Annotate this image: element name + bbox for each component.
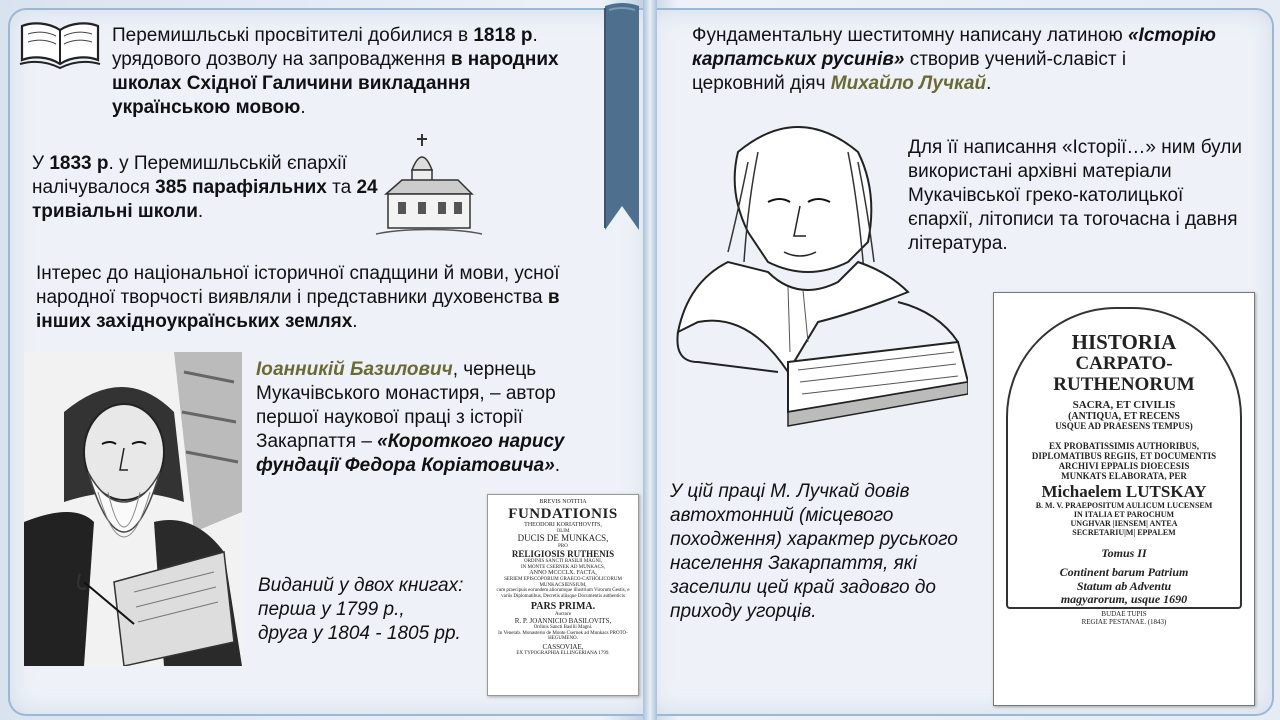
open-book-icon: [18, 18, 102, 70]
paragraph-sources: Для її написання «Історії…» ним були використані архівні матеріали Мукачівської греко-католицької єпархії, літописи та тогочасна і давня література.: [908, 137, 1242, 254]
paragraph-autochthonous: У цій праці М. Лучкай довів автохтонний (місцевого походження) характер руського населення Закарпаття, які заселили цей край задовго до приходу угорців.: [670, 481, 958, 622]
paragraph-history-carpathian: Фундаментальну шеститомну написану латиною «Історію карпатських русинів» створив учений-славіст і церковний діяч Михайло Лучкай.: [692, 25, 1216, 94]
bookmark-ribbon-icon: [603, 0, 641, 232]
paragraph-parishes-1833: У 1833 р. у Перемишльській єпархії налічувалося 385 парафіяльних та 24 тривіальні школи.: [32, 153, 378, 222]
fundationis-title-page-image: BREVIS NOTITIA FUNDATIONIS THEODORI KORIATHOVITS, OLIM DUCIS DE MUNKACS, PRO RELIGIOSIS RUTHENIS ORDINIS SANCTI BASILII MAGNI, IN MONTE CSERNEK AD MUNKACS, ANNO MCCCLX. FACTA, SERIEM EPISCOPORUM GRAECO-CATHOLICORUM MUNKACSIENSIUM, cum praecipuis eorundem aliorumque illustrium Virorum Gestis, e variis Diplomatibus, Decretis aliisque Documentis authenticis PARS PRIMA. Auctore R. P. JOANNICIO BASILOVITS, Ordinis Sancti Basilii Magni. In Venerab. Monasterio de Monte Csernek ad Munkacs PROTO-HEGUMENO. CASSOVIAE, EX TYPOGRAPHIA ELLINGERIANA 1799.: [487, 494, 639, 696]
paragraph-bazylovych: Іоанникій Базилович, чернець Мукачівського монастиря, – автор першої наукової праці з історії Закарпаття – «Короткого нарису фундації Федора Коріатовича».: [256, 359, 565, 476]
book-spine: [643, 0, 657, 720]
paragraph-clergy-interest: Інтерес до національної історичної спадщини й мови, усної народної творчості виявляли і представники духовенства в інших західноукраїнських землях.: [36, 263, 560, 332]
historia-title-page-image: HISTORIA CARPATO- RUTHENORUM SACRA, ET CIVILIS (ANTIQUA, ET RECENS USQUE AD PRAESENS TEMPUS) EX PROBATISSIMIS AUTHORIBUS, DIPLOMATIBUS REGIIS, ET DOCUMENTIS ARCHIVI EPPALIS DIOECESIS MUNKATS ELABORATA, PER Michaelem LUTSKAY B. M. V. PRAEPOSITUM AULICUM LUCENSEM IN ITALIA ET PAROCHUM UNGHVAR |IENSEM| ANTEA SECRETARIU|M| EPPALEM Tomus II Continent barum Patrium Statum ab Adventu magyarorum, usque 1690 BUDAE TUPIS REGIAE PESTANAE. (1843): [993, 292, 1255, 706]
bazylovych-portrait-image: [24, 352, 242, 666]
paragraph-editions: Виданий у двох книгах: перша у 1799 р., друга у 1804 - 1805 рр.: [258, 575, 464, 644]
church-icon: [374, 130, 484, 240]
paragraph-language-permit: Перемишльські просвітителі добилися в 1818 р. урядового дозволу на запровадження в народних школах Східної Галичини викладання українською мовою.: [112, 25, 559, 118]
